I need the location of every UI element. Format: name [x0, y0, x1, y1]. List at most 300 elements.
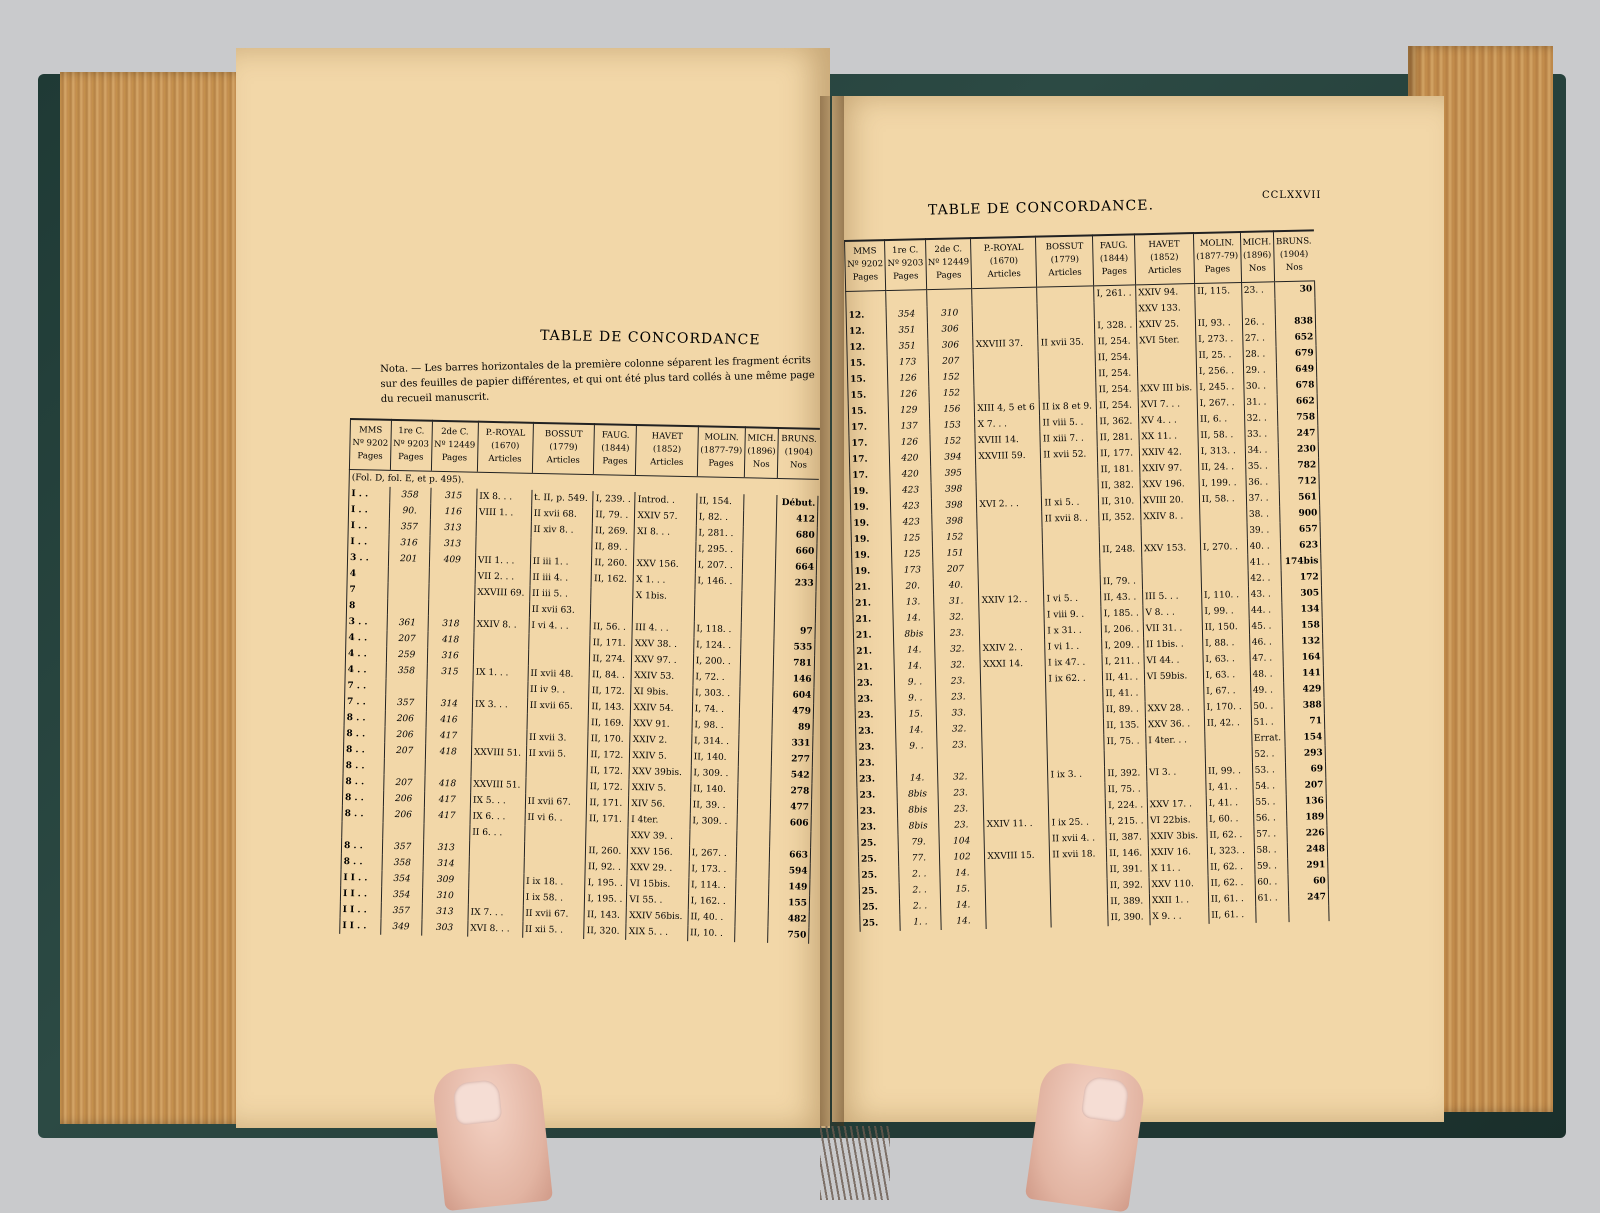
table-cell: 152 [928, 385, 974, 402]
table-cell: 418 [425, 744, 472, 761]
table-cell: I, 303. . [692, 685, 740, 702]
table-cell: 125 [891, 530, 932, 547]
table-cell [1099, 525, 1141, 542]
table-cell [387, 599, 428, 616]
table-cell [982, 736, 1047, 753]
table-cell: II, 254. [1096, 381, 1138, 398]
table-cell: II, 171. [587, 795, 629, 812]
column-header: MICH. (1896) Nos [744, 427, 778, 478]
left-page-title: TABLE DE CONCORDANCE [539, 327, 761, 349]
table-cell: 207 [383, 775, 424, 792]
table-cell: 19. [851, 531, 892, 548]
table-cell [425, 760, 472, 777]
table-cell [1200, 507, 1247, 524]
table-cell: I, 211. . [1102, 653, 1144, 670]
table-cell [1137, 364, 1196, 381]
table-cell: Début. [777, 495, 818, 512]
table-cell: 206 [383, 807, 424, 824]
column-header: BOSSUT (1779) Articles [532, 423, 595, 475]
table-cell: 40. . [1247, 538, 1281, 555]
table-cell: 116 [430, 504, 477, 521]
table-cell: II, 181. [1098, 461, 1140, 478]
column-header: 1re C. Nº 9203 Pages [390, 420, 432, 471]
table-cell: 53. . [1252, 762, 1286, 779]
table-cell: 14. [896, 722, 937, 739]
table-cell: 357 [389, 519, 430, 536]
table-cell: 39. . [1247, 522, 1281, 539]
table-cell: 36. . [1246, 474, 1280, 491]
table-cell: I, 146. . [695, 573, 743, 590]
table-cell [982, 704, 1047, 721]
table-cell: 1. . [900, 914, 941, 931]
table-cell [1037, 286, 1094, 304]
table-cell: II, 146. [1107, 845, 1149, 862]
table-cell: II, 169. [588, 715, 630, 732]
table-cell [1275, 297, 1316, 314]
right-thumbnail [1081, 1075, 1130, 1123]
table-cell: II xi 5. . [1042, 494, 1099, 511]
table-cell: 248 [1287, 841, 1328, 858]
table-cell: XXV 28. . [1145, 700, 1204, 717]
table-cell: 43. . [1248, 586, 1282, 603]
table-cell [742, 574, 776, 591]
table-cell: 60 [1288, 873, 1329, 890]
table-cell [1201, 555, 1248, 572]
table-cell: XVI 2. . . [977, 496, 1042, 513]
table-cell: XXIV 3bis. [1148, 828, 1207, 845]
table-cell: 23. [855, 691, 896, 708]
table-cell: 306 [927, 321, 973, 338]
table-cell: 303 [421, 920, 468, 937]
table-cell: IX 3. . . [472, 697, 527, 714]
table-cell: 14. [897, 770, 938, 787]
table-cell [743, 542, 777, 559]
table-cell [1039, 382, 1096, 399]
table-cell: 30. . [1243, 378, 1277, 395]
table-cell: 662 [1277, 393, 1318, 410]
table-cell: 207 [384, 743, 425, 760]
table-cell: 23. [935, 673, 981, 690]
table-cell: 26. . [1242, 314, 1276, 331]
column-header: 2de C. Nº 12449 Pages [431, 421, 478, 472]
table-cell: 44. . [1248, 602, 1282, 619]
table-cell: II, 274. [590, 651, 632, 668]
table-cell [972, 287, 1037, 305]
table-cell: I, 273. . [1196, 331, 1243, 348]
table-cell: II xvii 48. [528, 666, 590, 683]
table-cell: II, 135. [1104, 717, 1146, 734]
table-cell: 23. [936, 737, 982, 754]
table-cell: 3 . . [347, 550, 388, 567]
table-cell: II, 154. [696, 493, 744, 510]
table-cell: XXV 156. [628, 844, 690, 861]
table-cell: II, 89. . [592, 539, 634, 556]
table-cell: XXIV 42. [1139, 444, 1198, 461]
table-cell: 395 [930, 465, 976, 482]
table-cell: 173 [887, 354, 928, 371]
table-cell: 247 [1278, 425, 1319, 442]
table-cell: 32. [936, 721, 982, 738]
table-cell [972, 304, 1037, 321]
table-cell: II, 140. [691, 749, 739, 766]
table-cell: 7 . . [345, 678, 386, 695]
table-cell: II iv 9. . [527, 682, 589, 699]
table-cell: 594 [769, 863, 810, 880]
table-cell: I ix 25. . [1049, 814, 1106, 831]
table-cell: I . . [348, 534, 389, 551]
table-cell [981, 672, 1046, 689]
table-cell: I, 195. . [585, 875, 627, 892]
table-cell: XXIV 12. . [979, 592, 1044, 609]
table-cell [1145, 684, 1204, 701]
table-cell: VI 3. . [1146, 764, 1205, 781]
table-cell: II xvii 67. [525, 794, 587, 811]
table-cell: I ix 47. . [1045, 654, 1102, 671]
table-cell: 7 . . [344, 694, 385, 711]
table-cell: VII 31. . [1143, 620, 1202, 637]
table-cell [1038, 350, 1095, 367]
table-cell: 79. [898, 834, 939, 851]
table-cell: X 1bis. [633, 588, 695, 605]
table-cell: I, 195. . [585, 891, 627, 908]
table-cell [1051, 894, 1108, 911]
table-cell: 7 [347, 582, 388, 599]
table-cell: 201 [388, 551, 429, 568]
table-cell: I, 295. . [695, 541, 743, 558]
table-cell: XV 4. . . [1138, 412, 1197, 429]
table-cell: 33. . [1244, 426, 1278, 443]
table-cell: II, 162. [591, 571, 633, 588]
table-cell: 32. [935, 657, 981, 674]
table-cell: 8 . . [343, 774, 384, 791]
table-cell: XVI 5ter. [1137, 332, 1196, 349]
table-cell: 60. . [1255, 874, 1289, 891]
table-cell: 663 [770, 847, 811, 864]
table-cell [526, 762, 588, 779]
table-cell: II, 352. [1099, 509, 1141, 526]
table-cell [736, 862, 770, 879]
table-cell: 652 [1276, 329, 1317, 346]
table-cell: 358 [389, 487, 430, 504]
table-cell: I, 209. . [1102, 637, 1144, 654]
table-cell: XXVIII 15. [985, 847, 1050, 864]
table-cell: I, 281. . [696, 525, 744, 542]
table-cell: 758 [1277, 409, 1318, 426]
table-cell: 418 [427, 632, 474, 649]
table-cell: 678 [1277, 377, 1318, 394]
table-cell: II xvii 68. [531, 506, 593, 523]
table-cell [1043, 558, 1100, 575]
table-cell [937, 753, 983, 770]
table-cell: 97 [774, 623, 815, 640]
table-cell: I I . . [340, 902, 381, 919]
table-cell [1141, 524, 1200, 541]
table-cell: 126 [888, 370, 929, 387]
table-cell: II, 25. . [1196, 347, 1243, 364]
table-cell: II, 10. . [687, 925, 735, 942]
table-cell: I ix 62. . [1046, 670, 1103, 687]
column-header: BOSSUT (1779) Articles [1036, 235, 1094, 287]
table-cell: 8 . . [342, 806, 383, 823]
table-cell: 20. [892, 578, 933, 595]
table-cell: 47. . [1250, 650, 1284, 667]
concordance-table-left [339, 418, 820, 944]
table-cell [741, 622, 775, 639]
table-cell: XXV 39bis. [629, 764, 691, 781]
table-cell: 417 [425, 728, 472, 745]
table-cell: I I . . [340, 918, 381, 935]
table-cell: I vi 4. . . [529, 618, 591, 635]
table-cell: II, 41. . [1103, 685, 1145, 702]
table-cell: I, 199. . [1199, 475, 1246, 492]
table-cell: II, 150. [1202, 619, 1249, 636]
table-cell: II, 58. . [1199, 491, 1246, 508]
table-cell: 429 [1283, 681, 1324, 698]
table-cell: II xiii 7. . [1040, 430, 1097, 447]
table-cell: 423 [891, 498, 932, 515]
table-cell: 8 [346, 598, 387, 615]
table-cell: XXV 196. [1140, 476, 1199, 493]
table-cell: 152 [929, 433, 975, 450]
table-cell: 23. [935, 689, 981, 706]
table-cell [1142, 556, 1201, 573]
table-cell: XIII 4, 5 et 6 [975, 400, 1040, 417]
table-cell: 14. [939, 865, 985, 882]
table-cell: I I . . [341, 870, 382, 887]
table-cell: 316 [388, 535, 429, 552]
table-cell: II xvii 18. [1050, 846, 1107, 863]
table-cell [694, 589, 742, 606]
table-cell: 8 . . [344, 726, 385, 743]
table-cell: II, 170. [588, 731, 630, 748]
table-cell: II xvii 35. [1038, 334, 1095, 351]
table-cell [735, 926, 769, 943]
table-cell [426, 680, 473, 697]
column-header: MOLIN. (1877-79) Pages [1193, 232, 1241, 284]
table-cell: 32. [934, 641, 980, 658]
table-cell: IX 8. . . [477, 489, 532, 506]
table-cell: I, 185. . [1101, 605, 1143, 622]
table-cell [979, 608, 1044, 625]
table-cell: I ix 18. . [523, 874, 585, 891]
table-cell: II, 41. . [1103, 669, 1145, 686]
table-cell: II, 254. [1096, 397, 1138, 414]
table-cell: 41. . [1247, 554, 1281, 571]
table-cell [423, 824, 470, 841]
table-cell: 15. [847, 371, 888, 388]
table-cell: XI 8. . . [634, 524, 696, 541]
table-cell: 349 [380, 919, 421, 936]
table-cell: 23. [857, 787, 898, 804]
table-cell: XXIV 94. [1135, 284, 1194, 302]
table-cell: II, 320. [584, 923, 626, 940]
table-cell: 8 . . [344, 710, 385, 727]
table-cell: 56. . [1253, 810, 1287, 827]
table-cell: 9. . [895, 690, 936, 707]
table-cell: 423 [890, 482, 931, 499]
table-cell [474, 633, 529, 650]
table-cell: II xvii 67. [523, 906, 585, 923]
table-cell: I, 162. . [688, 893, 736, 910]
table-cell [974, 368, 1039, 385]
table-cell: 398 [931, 513, 977, 530]
table-cell: XXVIII 37. [973, 336, 1038, 353]
column-header: P.-ROYAL (1670) Articles [477, 422, 533, 474]
table-cell [1100, 557, 1142, 574]
table-cell: I, 118. . [694, 621, 742, 638]
table-cell: 25. [859, 899, 900, 916]
table-cell: 50. . [1251, 698, 1285, 715]
table-cell: I, 270. . [1200, 539, 1247, 556]
table-cell: 207 [1286, 777, 1327, 794]
table-cell: 394 [930, 449, 976, 466]
table-cell: XXIV 5. [630, 748, 692, 765]
table-cell [1044, 574, 1101, 591]
table-cell: I, 323. . [1207, 843, 1254, 860]
table-cell: II xvii 8. . [1042, 510, 1099, 527]
table-cell [737, 814, 771, 831]
table-cell: 277 [772, 751, 813, 768]
table-cell: 535 [774, 639, 815, 656]
table-cell [469, 841, 524, 858]
table-cell [524, 826, 586, 843]
table-cell: I, 261. . [1094, 285, 1136, 302]
table-cell: I, 82. . [696, 509, 744, 526]
table-cell: II, 382. [1098, 477, 1140, 494]
table-cell: 35. . [1245, 458, 1279, 475]
table-cell: 351 [887, 322, 928, 339]
table-cell: XXV 156. [634, 556, 696, 573]
table-cell: XXIV 8. . [474, 617, 529, 634]
table-cell [524, 858, 586, 875]
table-cell [984, 800, 1049, 817]
column-header: HAVET (1852) Articles [636, 425, 698, 477]
table-cell: I viii 9. . [1044, 606, 1101, 623]
table-cell: XXV 36. . [1145, 716, 1204, 733]
table-cell: I . . [348, 518, 389, 535]
table-cell: 153 [929, 417, 975, 434]
table-cell [982, 720, 1047, 737]
table-cell: II, 61. . [1209, 907, 1256, 924]
table-cell: 19. [851, 515, 892, 532]
table-cell: 9. . [896, 738, 937, 755]
right-page-title: TABLE DE CONCORDANCE. [927, 197, 1155, 219]
table-cell [1146, 748, 1205, 765]
table-cell: 398 [931, 497, 977, 514]
table-cell: 21. [853, 611, 894, 628]
table-cell: 313 [423, 840, 470, 857]
table-cell [527, 714, 589, 731]
table-cell [387, 583, 428, 600]
table-cell: 207 [932, 561, 978, 578]
table-cell: 12. [847, 339, 888, 356]
table-cell: XXV 153. [1141, 540, 1200, 557]
table-cell: 4 . . [345, 646, 386, 663]
table-cell: II iii 4. . [530, 570, 592, 587]
table-cell: II, 260. [586, 843, 628, 860]
table-cell: V 8. . . [1143, 604, 1202, 621]
table-cell: 19. [850, 499, 891, 516]
table-cell [429, 568, 476, 585]
table-cell [476, 521, 531, 538]
table-cell: I, 110. . [1201, 587, 1248, 604]
table-cell: I, 328. . [1095, 317, 1137, 334]
table-cell [976, 464, 1041, 481]
table-cell: II, 61. . [1208, 891, 1255, 908]
table-cell: I, 41. . [1206, 795, 1253, 812]
table-cell: 4 . . [345, 662, 386, 679]
table-cell [525, 778, 587, 795]
table-cell: 313 [430, 520, 477, 537]
table-cell: 129 [888, 402, 929, 419]
table-cell: 542 [771, 767, 812, 784]
table-cell [384, 759, 425, 776]
table-cell: II, 172. [587, 779, 629, 796]
table-cell: 2. . [899, 866, 940, 883]
table-cell: 606 [770, 815, 811, 832]
table-cell: 21. [853, 595, 894, 612]
table-cell: II xvii 3. [526, 730, 588, 747]
table-cell [738, 782, 772, 799]
table-cell [1255, 906, 1289, 923]
column-header: HAVET (1852) Articles [1134, 233, 1194, 285]
table-cell: 17. [850, 467, 891, 484]
table-cell: III 5. . . [1142, 588, 1201, 605]
table-cell: 351 [887, 338, 928, 355]
table-cell [980, 624, 1045, 641]
table-cell: I 4ter. . . [1146, 732, 1205, 749]
table-cell: XXV III bis. [1138, 380, 1197, 397]
table-cell: 657 [1280, 521, 1321, 538]
table-cell: 156 [929, 401, 975, 418]
table-cell: 660 [776, 543, 817, 560]
table-cell [689, 829, 737, 846]
table-cell: 25. [860, 915, 901, 932]
table-cell: 51. . [1251, 714, 1285, 731]
table-cell: 316 [427, 648, 474, 665]
table-cell: 23. [938, 817, 984, 834]
table-cell: 146 [773, 671, 814, 688]
table-cell [342, 822, 383, 839]
table-cell [770, 831, 811, 848]
table-cell [1042, 526, 1099, 543]
table-cell: XXIV 11. . [984, 815, 1049, 832]
table-cell: 314 [423, 856, 470, 873]
table-cell: XXV 38. . [632, 636, 694, 653]
table-cell: 8bis [898, 818, 939, 835]
table-cell: I x 31. . [1045, 622, 1102, 639]
table-cell: I ix 58. . [523, 890, 585, 907]
table-cell: 136 [1286, 793, 1327, 810]
table-cell [739, 702, 773, 719]
table-cell: 13. [893, 594, 934, 611]
table-cell [472, 713, 527, 730]
table-cell: 8 . . [342, 790, 383, 807]
table-cell: 173 [892, 562, 933, 579]
table-cell: 479 [773, 703, 814, 720]
table-cell: 8 . . [341, 854, 382, 871]
column-header: P.-ROYAL (1670) Articles [971, 237, 1037, 289]
table-cell: XIV 56. [629, 796, 691, 813]
table-cell: 477 [771, 799, 812, 816]
table-cell: 32. . [1244, 410, 1278, 427]
table-cell [977, 512, 1042, 529]
table-cell [1147, 780, 1206, 797]
table-cell: II, 75. . [1105, 781, 1147, 798]
table-cell [740, 670, 774, 687]
table-cell: II, 89. . [1103, 701, 1145, 718]
table-cell: XXIV 97. [1139, 460, 1198, 477]
